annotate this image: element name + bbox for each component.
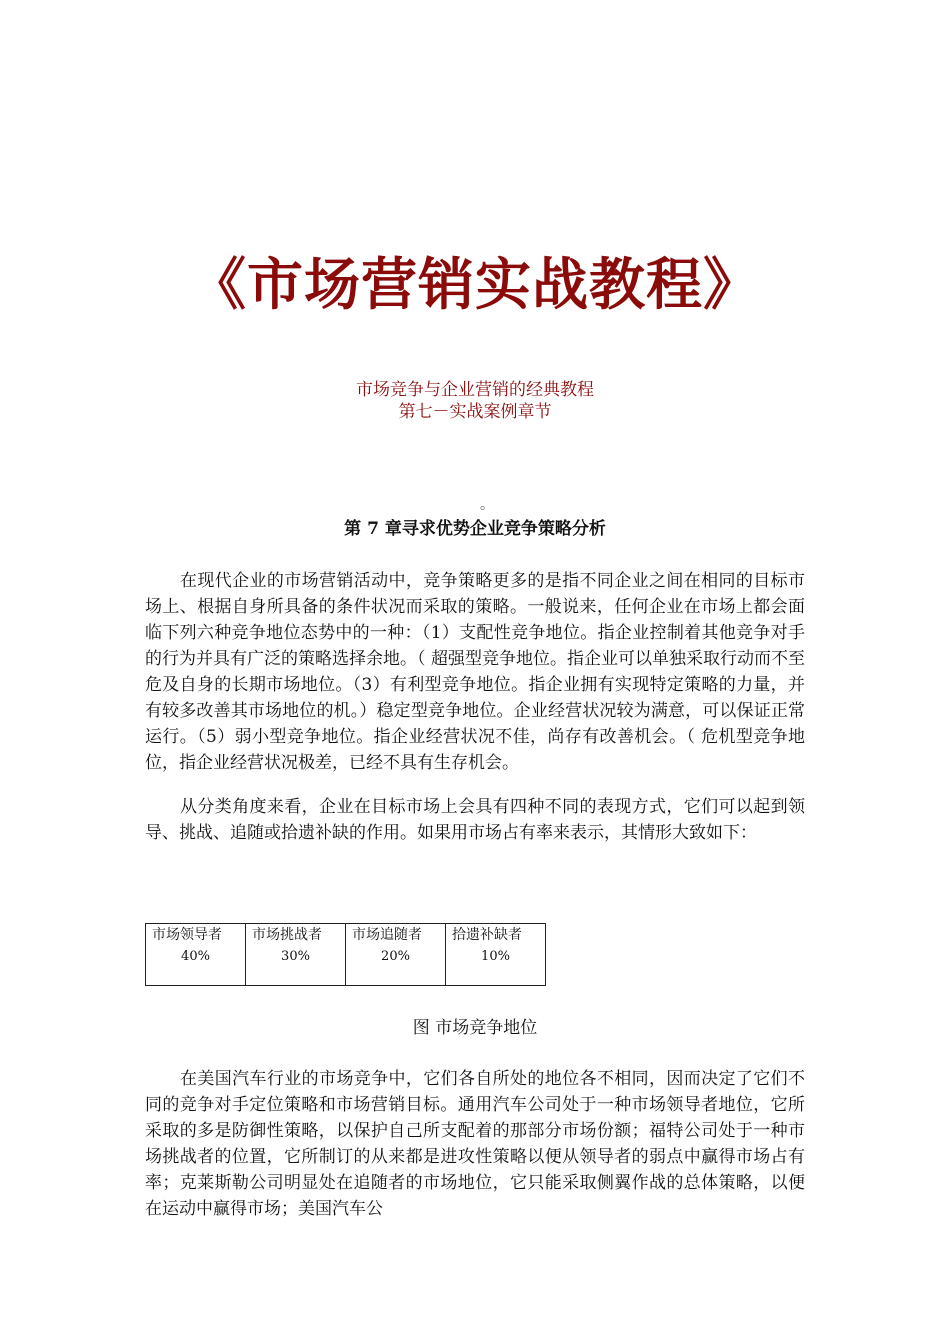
- cell-value: 30%: [281, 949, 310, 964]
- table-cell: [346, 924, 446, 986]
- figure-caption: 图 市场竞争地位: [412, 1018, 538, 1038]
- cell-value: 40%: [181, 949, 210, 964]
- cell-label: 市场追随者: [352, 927, 422, 943]
- cell-label: 市场领导者: [152, 927, 222, 943]
- document-title: 《市场营销实战教程》: [190, 253, 760, 318]
- chapter-title: 第 7 章寻求优势企业竞争策略分析: [344, 519, 606, 539]
- table-cell: [146, 924, 246, 986]
- cell-value: 10%: [481, 949, 510, 964]
- cell-label: 市场挑战者: [252, 927, 322, 943]
- table-cell: [246, 924, 346, 986]
- table-cell: [446, 924, 546, 986]
- market-share-table: [145, 923, 546, 986]
- body-paragraph: 从分类角度来看，企业在目标市场上会具有四种不同的表现方式，它们可以起到领导、挑战、追随或拾遗补缺的作用。如果用市场占有率来表示，其情形大致如下：: [145, 797, 805, 843]
- body-paragraph: 在美国汽车行业的市场竞争中，它们各自所处的地位各不相同，因而决定了它们不同的竞争对手定位策略和市场营销目标。通用汽车公司处于一种市场领导者地位，它所采取的多是防御性策略，以保护自己所支配着的那部分市场份额；福特公司处于一种市场挑战者的位置，它所制订的从来都是进攻性策略以便从领导者的弱点中赢得市场占有率；克莱斯勒公司明显处在追随者的市场地位，它只能采取侧翼作战的总体策略，以便在运动中赢得市场；美国汽车公: [145, 1069, 805, 1219]
- body-paragraph: 在现代企业的市场营销活动中，竞争策略更多的是指不同企业之间在相同的目标市场上、根据自身所具备的条件状况而采取的策略。一般说来，任何企业在市场上都会面临下列六种竞争地位态势中的一种：（1）支配性竞争地位。指企业控制着其他竞争对手的行为并具有广泛的策略选择余地。（ 超强型竞争地位。指企业可以单独采取行动而不至危及自身的长期市场地位。（3）有利型竞争地位。指企业拥有实现特定策略的力量，并有较多改善其市场地位的机。）稳定型竞争地位。企业经营状况较为满意，可以保证正常运行。（5）弱小型竞争地位。指企业经营状况不佳，尚存有改善机会。（ 危机型竞争地位，指企业经营状况极差，已经不具有生存机会。: [145, 571, 805, 773]
- document-subtitle: 市场竞争与企业营销的经典教程: [356, 380, 594, 400]
- small-mark: 。: [480, 497, 494, 513]
- cell-label: 拾遗补缺者: [452, 927, 522, 943]
- cell-value: 20%: [381, 949, 410, 964]
- document-section-label: 第七－实战案例章节: [398, 402, 552, 422]
